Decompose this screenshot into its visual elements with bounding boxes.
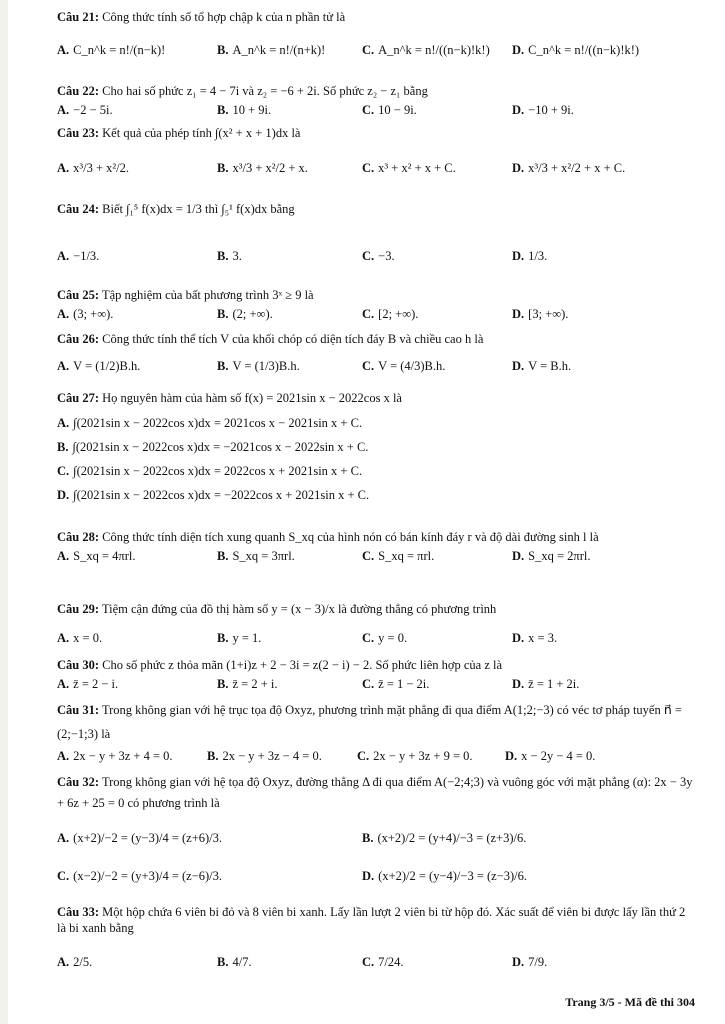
question-23 (57, 124, 697, 178)
option-label: B. (217, 631, 229, 645)
option-a: 2x − y + 3z + 4 = 0. (73, 749, 173, 763)
option-label: B. (217, 249, 229, 263)
question-text: Công thức tính diện tích xung quanh S_xq của hình nón có bán kính đáy r và độ dài đường sinh l là (102, 530, 599, 544)
option-label: C. (362, 955, 375, 969)
option-label: C. (362, 677, 375, 691)
option-label: A. (57, 549, 70, 563)
option-b: z̄ = 2 + i. (232, 677, 278, 691)
option-label: C. (362, 43, 375, 57)
option-label: B. (362, 831, 374, 845)
question-25 (57, 286, 697, 324)
option-a: 2/5. (73, 955, 93, 969)
question-text: Cho hai số phức z₁ = 4 − 7i và z₂ = −6 + 2i. Số phức z₂ − z₁ bằng (102, 84, 428, 98)
option-label: C. (57, 464, 70, 478)
option-b: (x+2)/2 = (y+4)/−3 = (z+3)/6. (377, 831, 527, 845)
option-b: ∫(2021sin x − 2022cos x)dx = −2021cos x − 2022sin x + C. (72, 440, 369, 454)
question-label: Câu 21: (57, 10, 100, 24)
question-28 (57, 528, 697, 566)
option-label: D. (57, 488, 70, 502)
question-label: Câu 29: (57, 602, 100, 616)
option-a: z̄ = 2 − i. (73, 677, 119, 691)
option-label: A. (57, 631, 70, 645)
question-label: Câu 32: (57, 775, 100, 789)
option-c: −3. (378, 249, 395, 263)
option-c: S_xq = πrl. (378, 549, 435, 563)
question-label: Câu 31: (57, 703, 100, 717)
option-label: A. (57, 43, 70, 57)
option-d: 7/9. (528, 955, 548, 969)
option-d: x = 3. (528, 631, 558, 645)
option-c: 2x − y + 3z + 9 = 0. (373, 749, 473, 763)
question-text: Kết quả của phép tính ∫(x² + x + 1)dx là (102, 126, 301, 140)
question-text: Một hộp chứa 6 viên bi đỏ và 8 viên bi xanh. Lấy lần lượt 2 viên bi từ hộp đó. Xác suất để viên bi được lấy lần thứ 2 là bi xanh bằng (57, 905, 686, 935)
option-label: D. (512, 249, 525, 263)
option-label: B. (57, 440, 69, 454)
option-d: z̄ = 1 + 2i. (528, 677, 580, 691)
question-label: Câu 33: (57, 905, 100, 919)
question-text: Công thức tính số tổ hợp chập k của n phần tử là (102, 10, 346, 24)
option-label: B. (217, 677, 229, 691)
option-label: A. (57, 307, 70, 321)
option-d: 1/3. (528, 249, 548, 263)
option-c: 7/24. (378, 955, 404, 969)
option-label: B. (217, 43, 229, 57)
option-d: −10 + 9i. (528, 103, 574, 117)
option-label: D. (512, 549, 525, 563)
option-b: (2; +∞). (232, 307, 273, 321)
option-label: A. (57, 359, 70, 373)
option-label: A. (57, 831, 70, 845)
question-text: Tiệm cận đứng của đồ thị hàm số y = (x − 3)/x là đường thẳng có phương trình (101, 602, 497, 616)
option-label: B. (217, 307, 229, 321)
question-label: Câu 25: (57, 288, 100, 302)
question-text: Công thức tính thể tích V của khối chóp có diện tích đáy B và chiều cao h là (102, 332, 484, 346)
scan-edge (0, 0, 8, 1024)
option-label: B. (217, 955, 229, 969)
option-d: C_n^k = n!/((n−k)!k!) (528, 43, 640, 57)
option-c: A_n^k = n!/((n−k)!k!) (378, 43, 490, 57)
option-c: V = (4/3)B.h. (378, 359, 446, 373)
option-a: −1/3. (73, 249, 100, 263)
question-30 (57, 656, 697, 694)
question-22 (57, 82, 697, 120)
option-label: D. (512, 359, 525, 373)
question-label: Câu 27: (57, 391, 100, 405)
option-b: S_xq = 3πrl. (232, 549, 295, 563)
option-d: x³/3 + x²/2 + x + C. (528, 161, 626, 175)
option-label: A. (57, 416, 70, 430)
option-label: D. (512, 161, 525, 175)
option-label: C. (57, 869, 70, 883)
option-a: x³/3 + x²/2. (73, 161, 130, 175)
page-footer: Trang 3/5 - Mã đề thi 304 (565, 995, 695, 1009)
question-33 (57, 904, 697, 972)
option-label: B. (207, 749, 219, 763)
question-label: Câu 26: (57, 332, 100, 346)
option-b: 10 + 9i. (232, 103, 272, 117)
option-b: 4/7. (232, 955, 252, 969)
option-label: A. (57, 749, 70, 763)
question-text: Tập nghiệm của bất phương trình 3ˣ ≥ 9 là (101, 288, 314, 302)
option-c: ∫(2021sin x − 2022cos x)dx = 2022cos x + 2021sin x + C. (73, 464, 363, 478)
option-label: C. (362, 249, 375, 263)
question-31 (57, 698, 697, 766)
option-c: z̄ = 1 − 2i. (378, 677, 430, 691)
option-label: C. (357, 749, 370, 763)
question-21 (57, 8, 697, 60)
option-label: D. (512, 955, 525, 969)
option-d: ∫(2021sin x − 2022cos x)dx = −2022cos x + 2021sin x + C. (73, 488, 370, 502)
option-label: D. (512, 677, 525, 691)
question-text: Biết ∫₁⁵ f(x)dx = 1/3 thì ∫₅¹ f(x)dx bằng (102, 202, 295, 216)
option-d: x − 2y − 4 = 0. (521, 749, 596, 763)
option-a: −2 − 5i. (73, 103, 113, 117)
option-label: A. (57, 955, 70, 969)
option-a: (x+2)/−2 = (y−3)/4 = (z+6)/3. (73, 831, 223, 845)
option-a: V = (1/2)B.h. (73, 359, 141, 373)
option-label: B. (217, 103, 229, 117)
option-a: x = 0. (73, 631, 103, 645)
option-b: 2x − y + 3z − 4 = 0. (222, 749, 322, 763)
option-label: A. (57, 103, 70, 117)
option-b: A_n^k = n!/(n+k)! (232, 43, 326, 57)
option-label: D. (512, 103, 525, 117)
question-label: Câu 30: (57, 658, 100, 672)
option-label: B. (217, 549, 229, 563)
option-label: A. (57, 161, 70, 175)
question-29 (57, 600, 697, 648)
option-label: C. (362, 161, 375, 175)
option-label: B. (217, 161, 229, 175)
option-b: x³/3 + x²/2 + x. (232, 161, 308, 175)
option-label: A. (57, 249, 70, 263)
option-a: (3; +∞). (73, 307, 114, 321)
option-d: S_xq = 2πrl. (528, 549, 591, 563)
option-label: D. (512, 43, 525, 57)
option-label: D. (505, 749, 518, 763)
option-label: C. (362, 549, 375, 563)
question-27 (57, 389, 697, 505)
question-label: Câu 23: (57, 126, 100, 140)
option-a: S_xq = 4πrl. (73, 549, 136, 563)
option-c: x³ + x² + x + C. (378, 161, 456, 175)
option-b: y = 1. (232, 631, 262, 645)
option-label: C. (362, 103, 375, 117)
question-label: Câu 24: (57, 202, 100, 216)
option-d: [3; +∞). (528, 307, 569, 321)
question-32 (57, 772, 697, 886)
question-label: Câu 22: (57, 84, 100, 98)
option-c: 10 − 9i. (378, 103, 417, 117)
question-text: Trong không gian với hệ trục tọa độ Oxyz, phương trình mặt phẳng đi qua điểm A(1;2;−3) có véc tơ pháp tuyến n⃗ = (2;−1;3) là (57, 703, 682, 741)
question-text: Trong không gian với hệ tọa độ Oxyz, đường thẳng Δ đi qua điểm A(−2;4;3) và vuông góc với mặt phẳng (α): 2x − 3y + 6z + 25 = 0 có phương trình là (57, 775, 693, 810)
option-c: y = 0. (378, 631, 408, 645)
option-c: (x−2)/−2 = (y+3)/4 = (z−6)/3. (73, 869, 223, 883)
option-label: C. (362, 307, 375, 321)
option-a: ∫(2021sin x − 2022cos x)dx = 2021cos x − 2021sin x + C. (73, 416, 363, 430)
option-b: V = (1/3)B.h. (232, 359, 300, 373)
option-b: 3. (232, 249, 242, 263)
option-d: V = B.h. (528, 359, 572, 373)
question-24 (57, 200, 697, 266)
option-c: [2; +∞). (378, 307, 419, 321)
option-a: C_n^k = n!/(n−k)! (73, 43, 166, 57)
option-label: D. (512, 307, 525, 321)
question-label: Câu 28: (57, 530, 100, 544)
question-26 (57, 330, 697, 376)
option-label: D. (512, 631, 525, 645)
question-text: Cho số phức z thỏa mãn (1+i)z + 2 − 3i = z(2 − i) − 2. Số phức liên hợp của z là (102, 658, 503, 672)
option-label: C. (362, 631, 375, 645)
option-d: (x+2)/2 = (y−4)/−3 = (z−3)/6. (378, 869, 528, 883)
option-label: A. (57, 677, 70, 691)
option-label: C. (362, 359, 375, 373)
option-label: D. (362, 869, 375, 883)
question-text: Họ nguyên hàm của hàm số f(x) = 2021sin x − 2022cos x là (102, 391, 402, 405)
option-label: B. (217, 359, 229, 373)
